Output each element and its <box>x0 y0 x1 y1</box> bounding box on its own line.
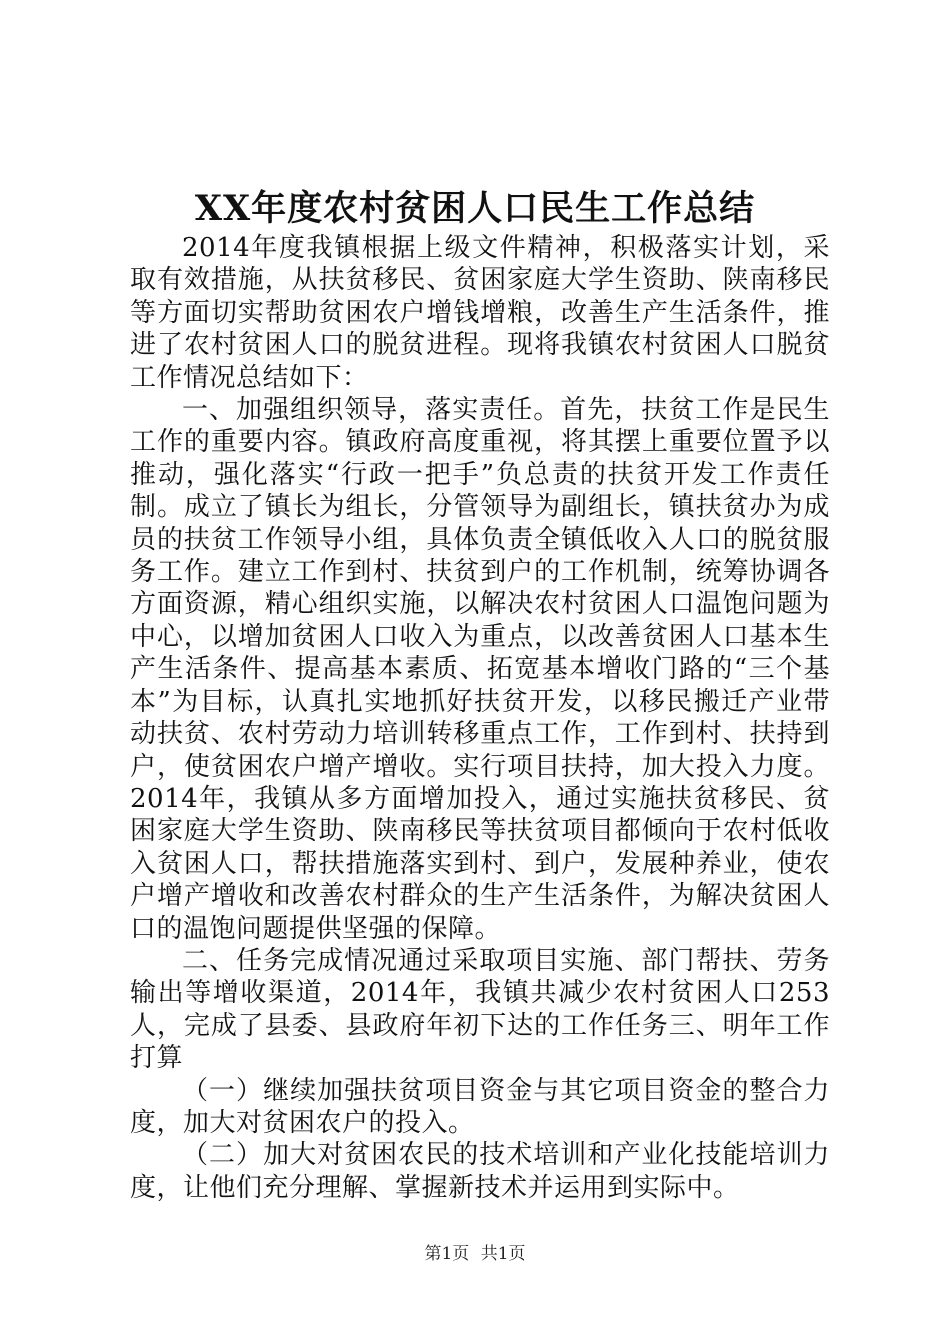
page-total: 共1页 <box>480 1244 526 1264</box>
paragraph-section-1: 一、加强组织领导，落实责任。首先，扶贫工作是民生工作的重要内容。镇政府高度重视，将其摆上重要位置予以推动，强化落实“行政一把手”负总责的扶贫开发工作责任制。成立了镇长为组长，分管领导为副组长，镇扶贫办为成员的扶贫工作领导小组，具体负责全镇低收入人口的脱贫服务工作。建立工作到村、扶贫到户的工作机制，统筹协调各方面资源，精心组织实施，以解决农村贫困人口温饱问题为中心，以增加贫困人口收入为重点，以改善贫困人口基本生产生活条件、提高基本素质、拓宽基本增收门路的“三个基本”为目标，认真扎实地抓好扶贫开发，以移民搬迁产业带动扶贫、农村劳动力培训转移重点工作，工作到村、扶持到户，使贫困农户增产增收。实行项目扶持，加大投入力度。2014年，我镇从多方面增加投入，通过实施扶贫移民、贫困家庭大学生资助、陕南移民等扶贫项目都倾向于农村低收入贫困人口，帮扶措施落实到村、到户，发展种养业，使农户增产增收和改善农村群众的生产生活条件，为解决贫困人口的温饱问题提供坚强的保障。 <box>130 395 830 944</box>
paragraph-plan-1: （一）继续加强扶贫项目资金与其它项目资金的整合力度，加大对贫困农户的投入。 <box>130 1075 830 1138</box>
page-footer <box>0 1242 950 1266</box>
document-body <box>130 232 830 1204</box>
page-number: 第1页 <box>424 1244 470 1264</box>
paragraph-plan-2: （二）加大对贫困农民的技术培训和产业化技能培训力度，让他们充分理解、掌握新技术并运用到实际中。 <box>130 1140 830 1203</box>
document-title: XX年度农村贫困人口民生工作总结 <box>194 188 756 229</box>
paragraph-section-2: 二、任务完成情况通过采取项目实施、部门帮扶、劳务输出等增收渠道，2014年，我镇共减少农村贫困人口253人，完成了县委、县政府年初下达的工作任务三、明年工作打算 <box>130 945 830 1074</box>
paragraph-intro: 2014年度我镇根据上级文件精神，积极落实计划，采取有效措施，从扶贫移民、贫困家庭大学生资助、陕南移民等方面切实帮助贫困农户增钱增粮，改善生产生活条件，推进了农村贫困人口的脱贫进程。现将我镇农村贫困人口脱贫工作情况总结如下： <box>130 233 830 393</box>
